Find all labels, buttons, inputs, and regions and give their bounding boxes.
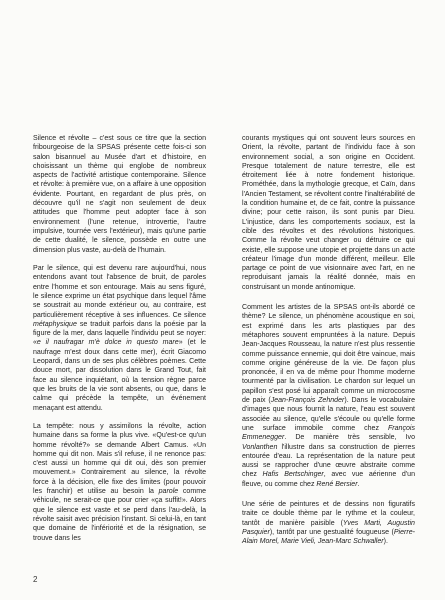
artist-name: Jean-François Zehnder xyxy=(270,397,345,405)
paragraph-series xyxy=(242,500,415,546)
paragraph-text: » (et le naufrage m'est doux dans cette mer), écrit Giacomo Leopardi, dans un de ses plus célèbres poèmes. Cette douce mort, par dissolution dans le Grand Tout, fait face au silence inquiétant, où la tension règne parce que les bruits de la vie sont absents, ou que, dans le calme qui précède la tempête, un événement menaçant est attendu. xyxy=(33,339,206,412)
artist-name: René Bersier xyxy=(316,480,358,488)
paragraph-text: se traduit parfois dans la poésie par la figure de la mer, dans laquelle l'individu peut se noyer: « xyxy=(33,320,206,347)
paragraph-text: . De manière très sensible, Ivo xyxy=(284,434,415,442)
artist-name: Vonlanthen xyxy=(242,443,278,451)
paragraph-text: courants mystiques qui ont souvent leurs sources en Orient, la révolte, partant de l'individu face à son environnement social, a son origine en Occident. Presque totalement de nature terrestre, elle est étroitement liée à notre fondement historique. Prométhée, dans la mythologie grecque, et Caïn, dans l'Ancien Testament, se révoltent contre l'inaltérabilité de la condition humaine et, de ce fait, contre la puissance divine; pour cette raison, ils sont punis par Dieu. L'injustice, dans les comportements sociaux, est la cible des révoltes et des révolutions historiques. Comme la révolte veut changer ou détruire ce qui existe, elle suppose une utopie et projette dans un acte créateur l'image d'un monde différent, meilleur. Elle partage ce point de vue visionnaire avec l'art, en ne reproduisant jamais la réalité donnée, mais en construisant un monde antinomique. xyxy=(242,135,415,291)
paragraph-silence xyxy=(33,264,206,413)
artist-name: Hafis Bertschinger xyxy=(262,471,324,479)
paragraph-text: ). Dans le vocabulaire d'images que nous fournit la nature, l'eau est souvent associée au silence, qu'elle s'écoule ou qu'elle forme une surface immobile comme chez xyxy=(242,397,416,432)
artist-name: François Emmenegger xyxy=(242,424,415,442)
paragraph-text: ). xyxy=(383,538,388,546)
paragraph-text: Comment les artistes de la SPSAS ont-ils abordé ce thème? Le silence, un phénomène acoustique en soi, est exprimé dans les arts plastiques par des métaphores souvent empruntées à la nature. Depuis Jean-Jacques Rousseau, la nature n'est plus ressentie comme puissance ennemie, qui doit être vaincue, mais comme origine généreuse de la vie. De façon plus prononcée, il en va de même pour l'homme moderne tourmenté par la civilisation. Le chardon sur lequel un papillon s'est posé lui apparaît comme un microcosme de paix ( xyxy=(242,304,415,405)
paragraph-text: Par le silence, qui est devenu rare aujourd'hui, nous entendons avant tout l'absence de bruit, de paroles entre l'homme et son entourage. Mais au sens figuré, le silence exprime un état psychique dans lequel l'âme se soustrait au monde extérieur ou, au contraire, est particulièrement réceptive à ses influences. Ce silence xyxy=(33,265,206,319)
emphasis-text: parole xyxy=(158,488,179,496)
artist-name: Pierre-Alain Morel, Marie Vieli, Jean-Marc Schwaller xyxy=(242,528,415,546)
paragraph-intro xyxy=(33,134,206,255)
quote-italian: e il naufragar m'è dolce in questo mare xyxy=(36,339,179,347)
paragraph-text: l'illustre dans sa construction de pierres entourée d'eau. La représentation de la nature peut aussi se rapprocher d'une œuvre abstraite comme chez xyxy=(242,443,415,479)
paragraph-text: . xyxy=(357,480,360,488)
artist-name: Yves Marti, Augustin Pasquier xyxy=(242,519,415,536)
right-text-column xyxy=(242,134,415,557)
paragraph-text: ), tantôt par une gestualité fougueuse ( xyxy=(269,528,394,536)
paragraph-revolte xyxy=(242,134,415,292)
paragraph-text: Silence et révolte – c'est sous ce titre que la section fribourgeoise de la SPSAS présente cette fois-ci son salon bisannuel au Musée d'art et d'histoire, en choisissant un thème qui englobe de nombreux aspects de l'activité artistique contemporaine. Silence et révolte: à première vue, on a affaire à une opposition évidente. Pourtant, en regardant de plus près, on découvre qu'il ne s'agit non seulement de deux attitudes que l'homme peut adopter face à son environnement (l'une retenue, introvertie, l'autre impulsive, tournée vers l'extérieur), mais qu'une partie de cette dualité, le silence, possède en outre une dimension plus vaste, au-delà de l'humain. xyxy=(33,135,206,254)
page-number: 2 xyxy=(33,575,38,584)
paragraph-text: comme véhicule, ne serait-ce que pour crier «ça suffit!». Alors que le silence est vaste et se perd dans l'au-delà, la révolte saisit avec précision l'instant. Si celui-là, en tant que domaine de l'infériorité et de la résignation, se trouve dans les xyxy=(33,488,207,542)
paragraph-text: La tempête: nous y assimilons la révolte, action humaine dans sa forme la plus vive. «Qu'est-ce qu'un homme révolté?» se demande Albert Camus. «Un homme qui dit non. Mais s'il refuse, il ne renonce pas: c'est aussi un homme qui dit oui, dès son premier mouvement.» Contrairement au silence, la révolte force à la décision, elle fixe des limites (pour pouvoir les franchir) et utilise au besoin la xyxy=(33,422,206,496)
paragraph-text: , avec vue aérienne d'un fleuve, ou comme chez xyxy=(242,471,415,488)
paragraph-artistes xyxy=(242,303,415,489)
paragraph-text: Une série de peintures et de dessins non figuratifs traite ce double thème par le rythme et la couleur, tantôt de manière paisible ( xyxy=(242,500,415,527)
paragraph-tempete xyxy=(33,422,206,543)
emphasis-text: métaphysique xyxy=(33,320,77,328)
left-text-column xyxy=(33,134,206,552)
